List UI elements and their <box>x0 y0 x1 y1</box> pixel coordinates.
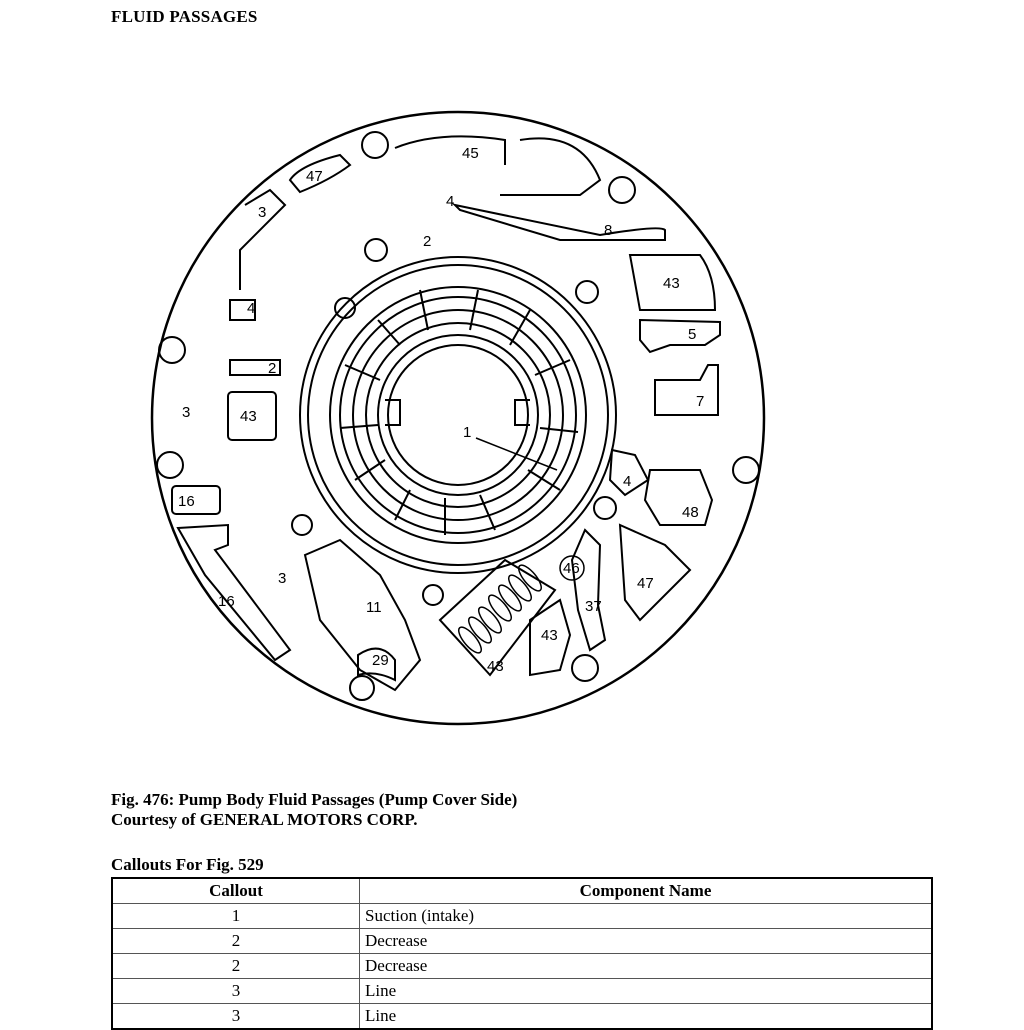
label-2: 2 <box>423 233 432 250</box>
column-header-component-name: Component Name <box>360 878 933 904</box>
label-45: 45 <box>462 145 479 162</box>
label-43: 43 <box>541 627 558 644</box>
figure-caption-title: Fig. 476: Pump Body Fluid Passages (Pump Cover Side) <box>111 790 518 809</box>
component-name: Decrease <box>360 929 933 954</box>
callout-number: 2 <box>112 954 360 979</box>
label-37: 37 <box>585 598 602 615</box>
label-2: 2 <box>268 360 277 377</box>
label-43: 43 <box>663 275 680 292</box>
callouts-table-title: Callouts For Fig. 529 <box>111 855 264 874</box>
label-29: 29 <box>372 652 389 669</box>
table-header-row <box>112 878 932 904</box>
pump-body-diagram <box>140 100 780 740</box>
label-4: 4 <box>623 473 632 490</box>
figure-caption-credit: Courtesy of GENERAL MOTORS CORP. <box>111 810 418 829</box>
table-row <box>112 1004 932 1030</box>
component-name: Line <box>360 979 933 1004</box>
label-3: 3 <box>258 204 267 221</box>
figure-caption <box>111 790 517 830</box>
label-16: 16 <box>218 593 235 610</box>
label-47: 47 <box>637 575 654 592</box>
label-43: 43 <box>240 408 257 425</box>
section-title: FLUID PASSAGES <box>111 7 258 26</box>
component-name: Line <box>360 1004 933 1030</box>
label-8: 8 <box>604 222 613 239</box>
label-47: 47 <box>306 168 323 185</box>
label-3: 3 <box>278 570 287 587</box>
callout-number: 3 <box>112 1004 360 1030</box>
label-3: 3 <box>182 404 191 421</box>
label-1: 1 <box>463 424 472 441</box>
table-row <box>112 929 932 954</box>
label-43: 43 <box>487 658 504 675</box>
label-7: 7 <box>696 393 705 410</box>
table-row <box>112 904 932 929</box>
callout-number: 1 <box>112 904 360 929</box>
label-11: 11 <box>366 599 382 616</box>
pump-body-drawing <box>140 100 780 740</box>
label-16: 16 <box>178 493 195 510</box>
label-46: 46 <box>563 560 580 577</box>
label-48: 48 <box>682 504 699 521</box>
component-name: Decrease <box>360 954 933 979</box>
table-row <box>112 979 932 1004</box>
label-5: 5 <box>688 326 697 343</box>
label-4: 4 <box>247 300 256 317</box>
callout-number: 3 <box>112 979 360 1004</box>
component-name: Suction (intake) <box>360 904 933 929</box>
callout-number: 2 <box>112 929 360 954</box>
column-header-callout: Callout <box>112 878 360 904</box>
callouts-table <box>111 877 933 1030</box>
table-row <box>112 954 932 979</box>
label-4: 4 <box>446 193 455 210</box>
